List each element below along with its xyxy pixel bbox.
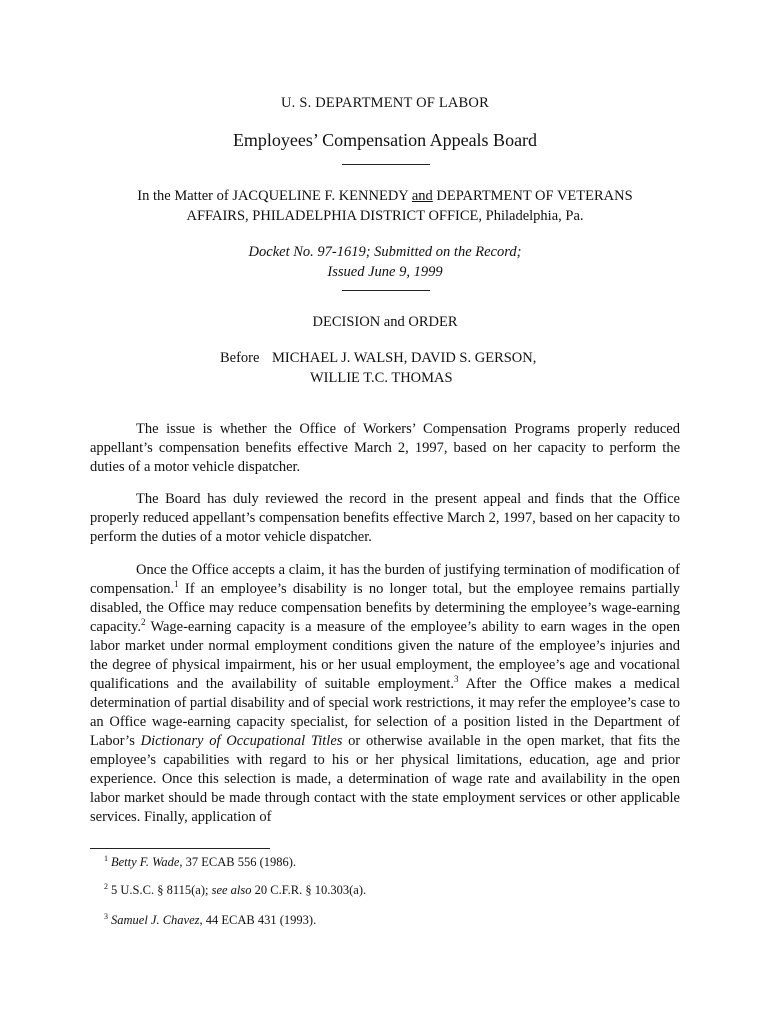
matter-caption	[0, 186, 770, 226]
signal-see-also: see also	[211, 883, 252, 897]
matter-line2: AFFAIRS, PHILADELPHIA DISTRICT OFFICE, Philadelphia, Pa.	[186, 208, 584, 224]
analysis-paragraph	[90, 561, 680, 827]
footnote-number: 3	[104, 911, 108, 921]
footnote-number: 2	[104, 881, 108, 891]
title-divider	[342, 164, 430, 165]
docket-info	[0, 242, 770, 282]
citation: , 37 ECAB 556 (1986).	[179, 855, 297, 869]
matter-suffix: DEPARTMENT OF VETERANS	[432, 188, 633, 204]
dot-title: Dictionary of Occupational Titles	[140, 733, 343, 749]
before-judges-line2: WILLIE T.C. THOMAS	[310, 370, 453, 386]
case-name: Samuel J. Chavez	[111, 913, 200, 927]
footnote-divider	[90, 848, 270, 849]
p3-text-c: Wage-earning capacity is a measure of the employee’s ability to earn wages in the open labor market under normal employment conditions given the nature of the employee’s injuries and the degree of physical impairment, his or her usual employment, the employee’s age and vocational qualifications and the availability of suitable employment.	[90, 619, 680, 692]
before-label: Before	[220, 350, 260, 366]
department-heading: U. S. DEPARTMENT OF LABOR	[281, 95, 489, 111]
footnote-ref-3[interactable]: 3	[453, 674, 459, 685]
case-name: Betty F. Wade	[111, 855, 180, 869]
footnote-1	[104, 855, 296, 870]
citation-pre: 5 U.S.C. § 8115(a);	[111, 883, 212, 897]
docket-line1: Docket No. 97-1619; Submitted on the Record;	[248, 244, 522, 260]
footnote-ref-2[interactable]: 2	[140, 617, 146, 628]
citation-post: 20 C.F.R. § 10.303(a).	[251, 883, 367, 897]
p3-text-a: Once the Office accepts a claim, it has the burden of justifying termination of modification of compensation.	[90, 562, 680, 597]
before-judges-line1: MICHAEL J. WALSH, DAVID S. GERSON,	[272, 350, 537, 366]
board-title: Employees’ Compensation Appeals Board	[232, 130, 538, 150]
footnote-ref-1[interactable]: 1	[174, 579, 179, 590]
footnote-2	[104, 883, 366, 898]
matter-and: and	[411, 188, 433, 204]
issue-paragraph: The issue is whether the Office of Workers’ Compensation Programs properly reduced appellant’s compensation benefits effective March 2, 1997, based on her capacity to perform the duties of a motor vehicle dispatcher.	[90, 421, 680, 475]
footnote-3	[104, 913, 316, 928]
p3-text-d: After the Office makes a medical determination of partial disability and of special work restrictions, it may refer the employee’s case to an Office wage-earning capacity specialist, for selection of a position listed in the Department of Labor’s	[90, 676, 680, 749]
finding-paragraph: The Board has duly reviewed the record in the present appeal and finds that the Office properly reduced appellant’s compensation benefits effective March 2, 1997, based on her capacity to perform the duties of a motor vehicle dispatcher.	[90, 491, 680, 545]
footnote-number: 1	[104, 853, 108, 863]
docket-divider	[342, 290, 430, 291]
p3-text-b: If an employee’s disability is no longer total, but the employee remains partially disabled, the Office may reduce compensation benefits by determining the employee’s wage-earning capacity.	[90, 581, 680, 635]
citation: , 44 ECAB 431 (1993).	[199, 913, 317, 927]
decision-title: DECISION and ORDER	[312, 314, 458, 330]
matter-prefix: In the Matter of JACQUELINE F. KENNEDY	[137, 188, 412, 204]
docket-line2: Issued June 9, 1999	[327, 264, 443, 280]
p3-text-e: or otherwise available in the open market, that fits the employee’s capabilities with regard to his or her physical limitations, education, age and prior experience. Once this selection is made, a determination of wage rate and availability in the open labor market should be made through contact with the state employment services or other applicable services. Finally, application of	[90, 733, 680, 825]
